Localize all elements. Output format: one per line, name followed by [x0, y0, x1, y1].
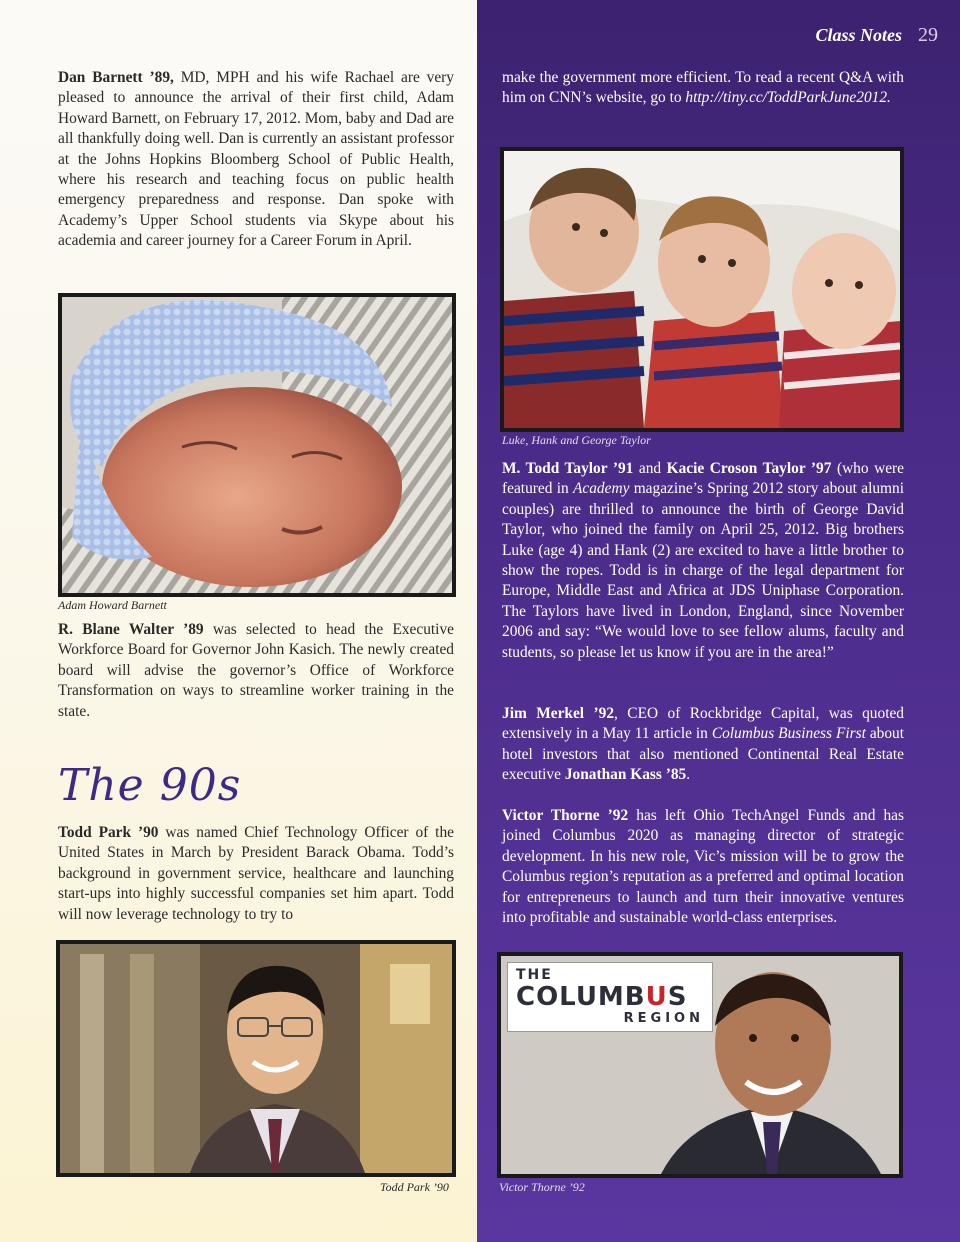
academy-magazine: Academy — [573, 480, 630, 498]
baby-photo — [58, 293, 456, 597]
park-note: Todd Park ’90 was named Chief Technology Officer of the United States in March by President Barack Obama. Todd’s background in government service, healthcare and launching start-ups into highly successful companies set him apart. Todd will now leverage technology to try to — [58, 824, 454, 923]
kass-name: Jonathan Kass ’85 — [564, 766, 687, 784]
kacie-taylor-name: Kacie Croson Taylor ’97 — [666, 460, 832, 477]
thorne-name: Victor Thorne ’92 — [502, 807, 629, 824]
baby-image — [62, 297, 452, 593]
logo-the: THE — [516, 967, 553, 983]
section-title: Class Notes — [815, 25, 902, 45]
page-header — [815, 24, 938, 47]
publication-name: Columbus Business First — [711, 725, 866, 743]
thorne-caption: Victor Thorne ’92 — [499, 1180, 585, 1194]
thorne-photo — [497, 952, 903, 1178]
merkel-note: Jim Merkel ’92, CEO of Rockbridge Capital, was quoted extensively in a May 11 article in Columbus Business First about hotel investors that also mentioned Continental Real Estate executive Jonathan Kass ’85. — [502, 705, 905, 784]
page-number: 29 — [918, 24, 938, 46]
logo-columbus: COLUMBUS — [516, 982, 688, 1012]
thorne-note: Victor Thorne ’92 has left Ohio TechAngel Funds and has joined Columbus 2020 as managing director of strategic development. In his new role, Vic’s mission will be to grow the Columbus region’s reputation as a preferred and optimal location for entrepreneurs to launch and turn their innovative ventures into profitable and sustainable world-class enterprises. — [502, 807, 904, 927]
park-caption: Todd Park ’90 — [380, 1180, 449, 1194]
park-photo — [56, 940, 456, 1177]
cnn-link[interactable]: http://tiny.cc/ToddParkJune2012. — [685, 89, 891, 107]
park-image — [60, 944, 452, 1173]
barnett-note: Dan Barnett ’89, MD, MPH and his wife Rachael are very pleased to announce the arrival of their first child, Adam Howard Barnett, on February 17, 2012. Mom, baby and Dad are all thankfully doing well. Dan is currently an assistant professor at the Johns Hopkins Bloomberg School of Public Health, where his research and teaching focus on public health emergency preparedness and response. Dan spoke with Academy’s Upper School students via Skype about his academia and career journey for a Career Forum in April. — [58, 69, 454, 250]
park-name: Todd Park ’90 — [58, 824, 159, 841]
barnett-name: Dan Barnett ’89, — [58, 69, 174, 86]
decade-heading: The 90s — [58, 760, 242, 811]
kids-image — [504, 151, 900, 428]
walter-note: R. Blane Walter ’89 was selected to head the Executive Workforce Board for Governor John Kasich. The newly created board will advise the governor’s Office of Workforce Transformation on ways to streamline worker training in the state. — [58, 621, 454, 720]
columbus-region-logo — [507, 962, 713, 1032]
todd-taylor-name: M. Todd Taylor ’91 — [502, 460, 634, 477]
logo-region: REGION — [623, 1011, 704, 1026]
walter-name: R. Blane Walter ’89 — [58, 621, 204, 638]
kids-caption: Luke, Hank and George Taylor — [502, 433, 651, 447]
taylor-note: M. Todd Taylor ’91 and Kacie Croson Taylor ’97 (who were featured in Academy magazine’s Spring 2012 story about alumni couples) are thrilled to announce the birth of George David Taylor, who joined the family on April 25, 2012. Big brothers Luke (age 4) and Hank (2) are excited to have a little brother to show the ropes. Todd is in charge of the legal department for Europe, Middle East and Africa at JDS Uniphase Corporation. The Taylors have lived in London, England, since November 2006 and say: “We would love to see fellow alums, faculty and students, so please let us know if you are in the area!” — [502, 460, 905, 661]
park-note-continued: make the government more efficient. To read a recent Q&A with him on CNN’s website, go to http://tiny.cc/ToddParkJune2012. — [502, 69, 904, 107]
baby-caption: Adam Howard Barnett — [58, 598, 167, 612]
taylor-kids-photo — [500, 147, 904, 432]
merkel-name: Jim Merkel ’92 — [502, 705, 615, 722]
